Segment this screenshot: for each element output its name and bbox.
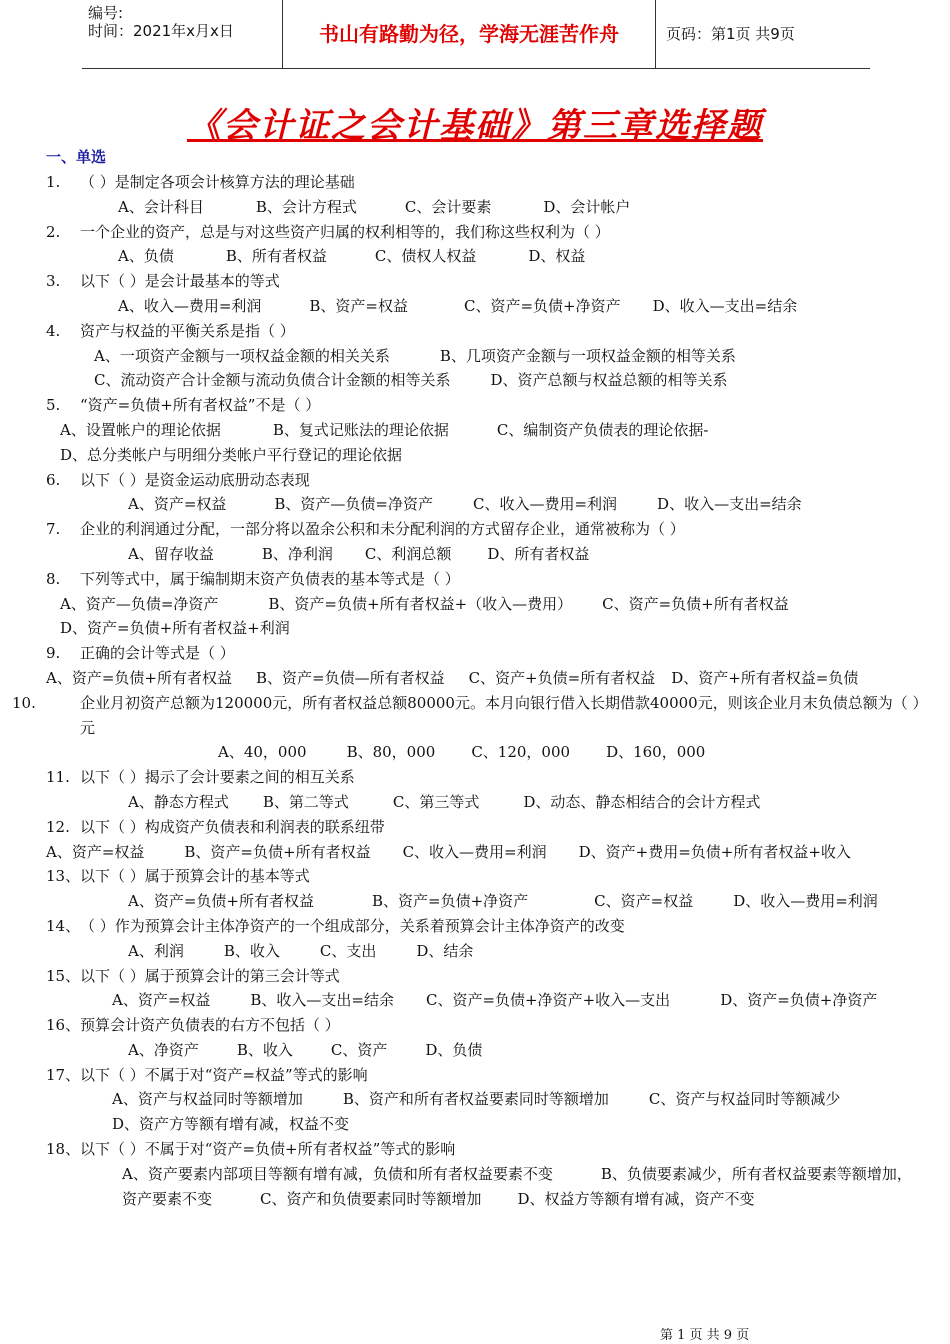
answer-option: A、负债: [118, 247, 174, 266]
question-text: 以下（ ）不属于对“资产=权益”等式的影响: [80, 1065, 368, 1084]
answer-option: B、第二等式: [262, 792, 349, 811]
answer-option: B、几项资产金额与一项权益金额的相等关系: [439, 346, 736, 365]
answer-option: A、净资产: [128, 1040, 199, 1059]
options-row: [46, 939, 912, 964]
question-text: 正确的会计等式是（ ）: [80, 644, 235, 663]
answer-option: A、资产=权益: [46, 842, 145, 861]
answer-option: D、资产方等额有增有减，权益不变: [112, 1115, 350, 1134]
options-row: [46, 443, 912, 468]
question-list: [12, 170, 928, 1211]
options-row: [46, 740, 912, 765]
question-text: （ ）是制定各项会计核算方法的理论基础: [80, 173, 355, 191]
options-row: [46, 542, 912, 567]
answer-option: C、资产=负债+净资产+收入—支出: [426, 991, 671, 1010]
question-text: 以下（ ）不属于对“资产=负债+所有者权益”等式的影响: [80, 1140, 456, 1159]
options-row: [46, 1112, 912, 1137]
answer-option: A、静态方程式: [128, 792, 229, 811]
question-number: 3.: [46, 272, 61, 291]
answer-option: D、收入—支出=结余: [652, 296, 798, 315]
options-row: [46, 244, 912, 269]
answer-option: B、资产=权益: [309, 296, 408, 315]
question-number: 6.: [46, 470, 61, 489]
answer-option: D、权益方等额有增有减，资产不变: [517, 1189, 755, 1208]
answer-option: D、资产+费用=负债+所有者权益+收入: [578, 842, 851, 861]
question-stem: [12, 691, 940, 741]
answer-option: B、资产—负债=净资产: [274, 495, 433, 514]
question-text: 以下（ ）构成资产负债表和利润表的联系纽带: [80, 817, 385, 836]
answer-option: B、会计方程式: [255, 197, 357, 216]
question-number: 2.: [46, 222, 61, 241]
answer-option: B、资产=负债+所有者权益: [184, 842, 371, 861]
question-number: 14、: [46, 916, 81, 935]
answer-option: A、收入—费用=利润: [118, 296, 262, 315]
answer-option: B、收入—支出=结余: [250, 991, 394, 1010]
question-stem: [46, 468, 916, 493]
options-row: [46, 1038, 912, 1063]
answer-option: C、债权人权益: [374, 247, 477, 266]
question-number: 16、: [46, 1016, 81, 1035]
header-page-info: 页码：第1页 共9页: [666, 25, 795, 43]
answer-option: D、资产总额与权益总额的相等关系: [490, 371, 728, 390]
answer-option: C、利润总额: [364, 544, 452, 563]
answer-option: A、资产=权益: [128, 495, 227, 514]
question-stem: [46, 864, 916, 889]
question-number: 11.: [46, 768, 70, 787]
question-number: 7.: [46, 520, 61, 539]
question-text: （ ）作为预算会计主体净资产的一个组成部分，关系着预算会计主体净资产的改变: [80, 916, 625, 935]
answer-option: B、资产=负债+净资产: [371, 892, 529, 911]
answer-option: D、结余: [416, 941, 474, 960]
question-stem: [46, 567, 916, 592]
question-stem: [46, 170, 916, 195]
answer-option: C、资产和负债要素同时等额增加: [260, 1189, 482, 1208]
options-row: [46, 840, 912, 865]
question-stem: [46, 815, 916, 840]
question-stem: [46, 765, 916, 790]
answer-option: A、40，000: [218, 743, 307, 762]
question-number: 1.: [46, 173, 61, 191]
question-text: 企业的利润通过分配，一部分将以盈余公积和未分配利润的方式留存企业，通常被称为（ ）: [80, 520, 685, 539]
question-number: 13、: [46, 867, 81, 886]
question-stem: [46, 1137, 916, 1162]
answer-option: C、120，000: [471, 743, 571, 762]
answer-option: C、收入—费用=利润: [473, 495, 618, 514]
question-text: 以下（ ）属于预算会计的基本等式: [80, 867, 310, 886]
question-stem: [46, 319, 916, 344]
options-row: [46, 1087, 912, 1112]
answer-option: B、复式记账法的理论依据: [272, 420, 449, 439]
question-number: 15、: [46, 966, 81, 985]
answer-option: B、资产=负债+所有者权益+（收入—费用）: [268, 594, 573, 613]
answer-option: A、资产=权益: [112, 991, 211, 1010]
answer-option: C、资产+负债=所有者权益: [468, 668, 656, 687]
answer-option: D、收入—费用=利润: [733, 892, 878, 911]
question-text: 下列等式中，属于编制期末资产负债表的基本等式是（ ）: [80, 569, 460, 588]
page-footer: 第 1 页 共 9 页: [660, 1328, 750, 1343]
answer-option: B、净利润: [261, 544, 333, 563]
answer-option: A、资产与权益同时等额增加: [112, 1090, 303, 1109]
options-row: [46, 1162, 912, 1212]
question-text: 以下（ ）揭示了会计要素之间的相互关系: [80, 768, 355, 787]
answer-option: C、资产=权益: [594, 892, 694, 911]
options-row: [46, 344, 912, 369]
options-row: [46, 666, 912, 691]
question-stem: [46, 964, 916, 989]
options-row: [46, 492, 912, 517]
document-title: 《会计证之会计基础》第三章选择题: [187, 106, 763, 146]
answer-option: D、资产+所有者权益=负债: [671, 668, 859, 687]
answer-option: D、资产=负债+所有者权益+利润: [60, 619, 290, 638]
question-stem: [46, 269, 916, 294]
answer-option: A、留存收益: [128, 544, 214, 563]
answer-option: C、支出: [319, 941, 377, 960]
answer-option: D、会计帐户: [543, 197, 631, 216]
question-text: 以下（ ）是会计最基本的等式: [80, 272, 280, 291]
question-number: 12.: [46, 817, 70, 836]
answer-option: C、会计要素: [404, 197, 492, 216]
question-stem: [46, 641, 916, 666]
answer-option: B、收入: [223, 941, 280, 960]
question-text: 以下（ ）是资金运动底册动态表现: [80, 470, 310, 489]
answer-option: A、资产—负债=净资产: [60, 594, 219, 613]
answer-option: A、资产=负债+所有者权益: [128, 892, 314, 911]
code-label: 编号:: [88, 4, 124, 22]
question-text: 预算会计资产负债表的右方不包括（ ）: [80, 1016, 340, 1035]
question-stem: [46, 393, 916, 418]
question-stem: [46, 1063, 916, 1088]
question-stem: [46, 517, 916, 542]
page-header: [82, 0, 870, 69]
answer-option: A、一项资产金额与一项权益金额的相关关系: [94, 346, 390, 365]
answer-option: D、收入—支出=结余: [657, 495, 802, 514]
question-stem: [46, 220, 916, 245]
options-row: [46, 294, 912, 319]
answer-option: A、利润: [128, 941, 184, 960]
answer-option: C、资产: [330, 1040, 388, 1059]
answer-option: C、第三等式: [392, 792, 480, 811]
options-row: [46, 616, 912, 641]
answer-option: C、资产=负债+净资产: [464, 296, 621, 315]
question-number: 9.: [46, 644, 61, 663]
question-text: “资产=负债+所有者权益”不是（ ）: [80, 396, 321, 415]
question-number: 5.: [46, 396, 61, 415]
answer-option: D、资产=负债+净资产: [720, 991, 878, 1010]
answer-option: B、所有者权益: [225, 247, 327, 266]
answer-option: B、资产和所有者权益要素同时等额增加: [342, 1090, 609, 1109]
answer-option: B、80，000: [346, 743, 436, 762]
answer-option: D、动态、静态相结合的会计方程式: [523, 792, 761, 811]
answer-option: D、权益: [528, 247, 586, 266]
answer-option: A、设置帐户的理论依据: [60, 420, 221, 439]
answer-option: C、资产与权益同时等额减少: [648, 1090, 841, 1109]
options-row: [46, 195, 912, 220]
question-number: 4.: [46, 321, 61, 340]
answer-option: B、收入: [236, 1040, 293, 1059]
answer-option: C、编制资产负债表的理论依据-: [496, 420, 709, 439]
answer-option: C、资产=负债+所有者权益: [602, 594, 789, 613]
question-number: 8.: [46, 569, 61, 588]
options-row: [46, 889, 912, 914]
answer-option: A、资产要素内部项目等额有增有减，负债和所有者权益要素不变: [122, 1164, 553, 1183]
answer-option: B、资产=负债—所有者权益: [255, 668, 445, 687]
question-stem: [46, 1013, 916, 1038]
time-label: 时间：2021年x月x日: [88, 22, 234, 40]
question-text: 以下（ ）属于预算会计的第三会计等式: [80, 966, 340, 985]
section-heading: 一、单选: [46, 148, 107, 166]
question-number: 18、: [46, 1140, 81, 1159]
answer-option: D、所有者权益: [487, 544, 590, 563]
answer-option: D、160，000: [606, 743, 706, 762]
answer-option: A、资产=负债+所有者权益: [46, 668, 232, 687]
question-text: 企业月初资产总额为120000元，所有者权益总额80000元。本月向银行借入长期借款40000元，则该企业月末负债总额为（ ）元: [80, 693, 928, 737]
options-row: [46, 368, 912, 393]
options-row: [46, 592, 912, 617]
options-row: [46, 790, 912, 815]
header-motto: 书山有路勤为径，学海无涯苦作舟: [282, 0, 656, 68]
answer-option: C、流动资产合计金额与流动负债合计金额的相等关系: [94, 371, 451, 390]
question-stem: [46, 914, 916, 939]
question-text: 资产与权益的平衡关系是指（ ）: [80, 321, 295, 340]
answer-option: D、负债: [425, 1040, 483, 1059]
header-meta: [82, 0, 282, 68]
question-number: 17、: [46, 1065, 81, 1084]
question-text: 一个企业的资产，总是与对这些资产归属的权利相等的，我们称这些权利为（ ）: [80, 222, 610, 241]
answer-option: D、总分类帐户与明细分类帐户平行登记的理论依据: [60, 445, 403, 464]
answer-option: C、收入—费用=利润: [402, 842, 547, 861]
answer-option: A、会计科目: [118, 197, 204, 216]
question-number: 10.: [12, 693, 36, 712]
options-row: [46, 988, 912, 1013]
options-row: [46, 418, 912, 443]
answer-option: B、负债要素减少，所有者权益要素等额增加，资产要素不变: [122, 1164, 912, 1208]
